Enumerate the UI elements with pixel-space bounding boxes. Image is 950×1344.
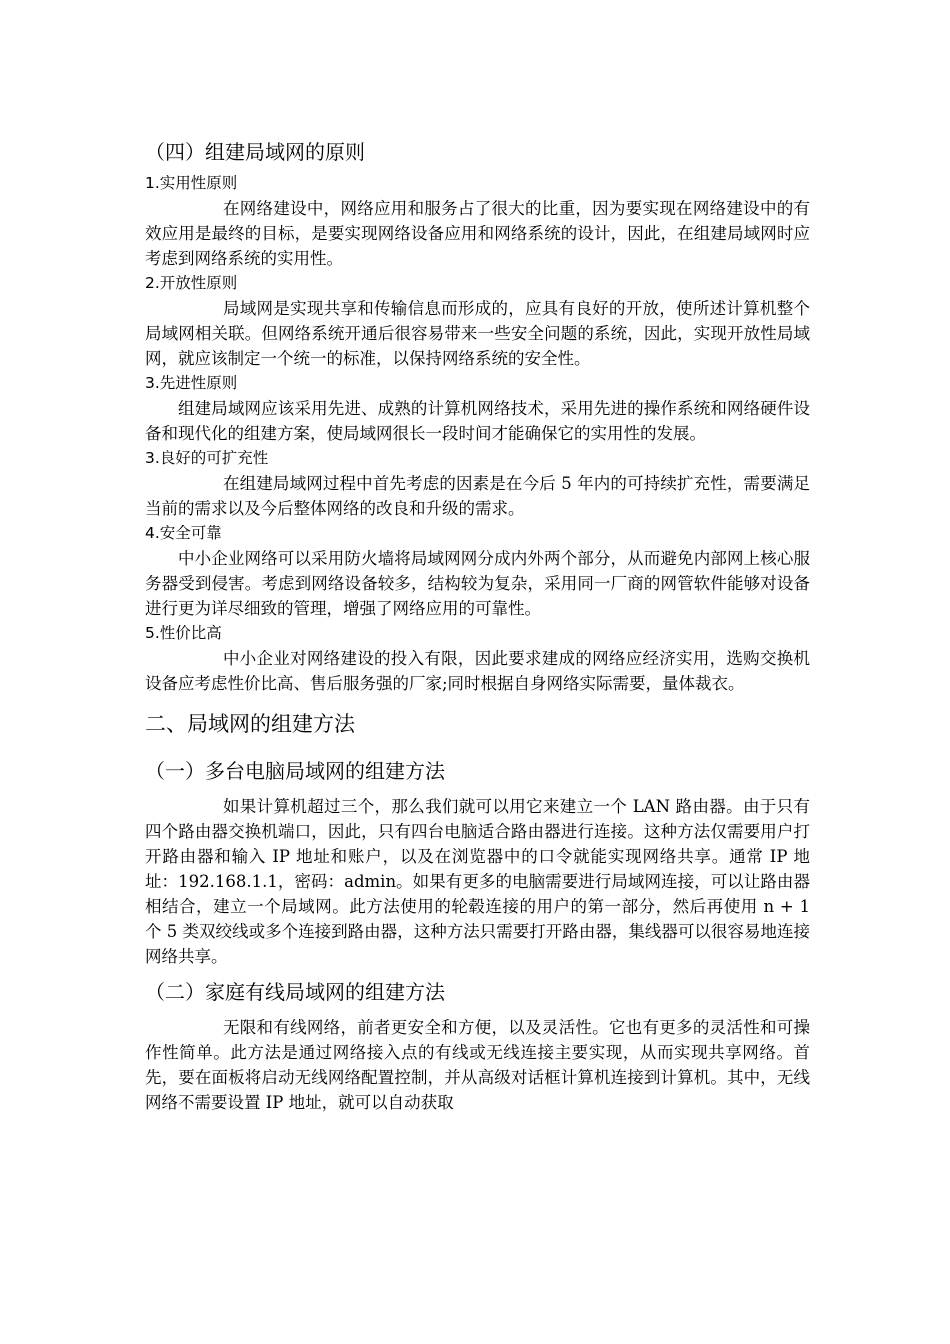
paragraph-multi-pc: 如果计算机超过三个，那么我们就可以用它来建立一个 LAN 路由器。由于只有四个路由器交换机端口，因此，只有四台电脑适合路由器进行连接。这种方法仅需要用户打开路由器和输入 IP 地址和账户，以及在浏览器中的口令就能实现网络共享。通常 IP 地址：192.168.1.1，密码：admin。如果有更多的电脑需要进行局域网连接，可以让路由器相结合，建立一个局域网。此方法使用的轮毂连接的用户的第一部分，然后再使用 n + 1 个 5 类双绞线或多个连接到路由器，这种方法只需要打开路由器，集线器可以很容易地连接网络共享。 (145, 797, 810, 966)
subheading-scalability: 3.良好的可扩充性 (145, 449, 269, 467)
paragraph-security: 中小企业网络可以采用防火墙将局域网网分成内外两个部分，从而避免内部网上核心服务器受到侵害。考虑到网络设备较多，结构较为复杂，采用同一厂商的网管软件能够对设备进行更为详尽细致的管理，增强了网络应用的可靠性。 (145, 549, 810, 618)
subheading-practicality: 1.实用性原则 (145, 174, 238, 192)
document-page (145, 133, 810, 1115)
paragraph-openness: 局域网是实现共享和传输信息而形成的，应具有良好的开放，使所述计算机整个局域网相关联。但网络系统开通后很容易带来一些安全问题的系统，因此，实现开放性局域网，就应该制定一个统一的标准，以保持网络系统的安全性。 (145, 299, 810, 368)
paragraph-home-wired: 无限和有线网络，前者更安全和方便，以及灵活性。它也有更多的灵活性和可操作性简单。此方法是通过网络接入点的有线或无线连接主要实现，从而实现共享网络。首先，要在面板将启动无线网络配置控制，并从高级对话框计算机连接到计算机。其中，无线网络不需要设置 IP 地址，就可以自动获取 (145, 1018, 810, 1112)
subheading-cost-effective: 5.性价比高 (145, 624, 222, 642)
paragraph-practicality: 在网络建设中，网络应用和服务占了很大的比重，因为要实现在网络建设中的有效应用是最终的目标，是要实现网络设备应用和网络系统的设计，因此，在组建局域网时应考虑到网络系统的实用性。 (145, 199, 810, 268)
paragraph-advanced: 组建局域网应该采用先进、成熟的计算机网络技术，采用先进的操作系统和网络硬件设备和现代化的组建方案，使局域网很长一段时间才能确保它的实用性的发展。 (145, 399, 810, 443)
paragraph-cost-effective: 中小企业对网络建设的投入有限，因此要求建成的网络应经济实用，选购交换机设备应考虑性价比高、售后服务强的厂家;同时根据自身网络实际需要，量体裁衣。 (145, 649, 810, 693)
subheading-openness: 2.开放性原则 (145, 274, 238, 292)
section-heading-principles: （四）组建局域网的原则 (145, 140, 365, 164)
subheading-security: 4.安全可靠 (145, 524, 222, 542)
section-heading-home-wired: （二）家庭有线局域网的组建方法 (145, 980, 445, 1004)
section-heading-multi-pc: （一）多台电脑局域网的组建方法 (145, 759, 445, 783)
paragraph-scalability: 在组建局域网过程中首先考虑的因素是在今后 5 年内的可持续扩充性，需要满足当前的需求以及今后整体网络的改良和升级的需求。 (145, 474, 810, 518)
chapter-heading-methods: 二、局域网的组建方法 (145, 712, 355, 736)
subheading-advanced: 3.先进性原则 (145, 374, 238, 392)
